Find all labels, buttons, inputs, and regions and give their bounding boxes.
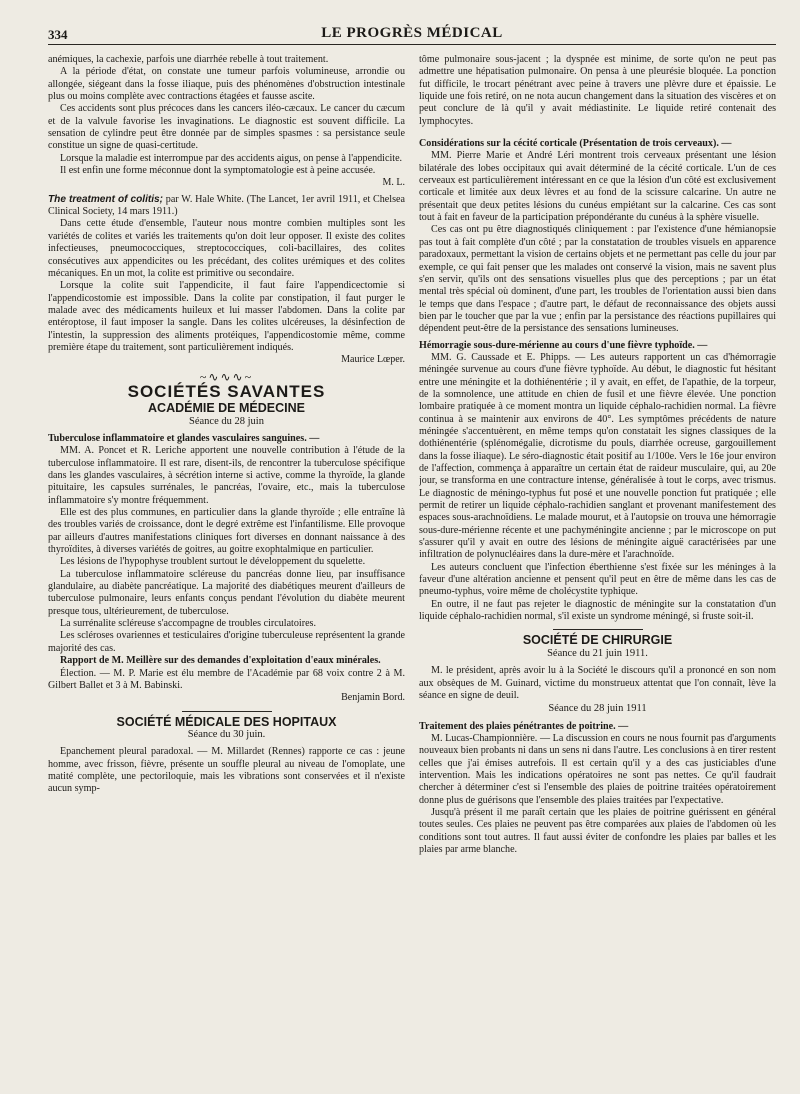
paragraph: Les lésions de l'hypophyse troublent surtout le développement du squelette. — [60, 556, 366, 568]
paragraph: Il est enfin une forme méconnue dont la symptomatologie est à peine accusée. — [60, 165, 376, 177]
entry-title: Considérations sur la cécité corticale (Présentation de trois cerveaux). — — [419, 138, 732, 150]
session-date: Séance du 28 juin 1911 — [548, 703, 647, 715]
paragraph: La tuberculose inflammatoire scléreuse du pancréas donne lieu, par insuffisance glandulaire, au diabète pancréatique. La majorité des diabétiques meurent d'ailleurs de tuberculose pulmonaire, leurs enfants conçus pendant l'évolution du diabète meurent presque tous, ultérieurement, de tuberculose. — [48, 568, 405, 617]
colitis-citation — [48, 194, 405, 219]
entry-title: Tuberculose inflammatoire et glandes vasculaires sanguines. — — [48, 432, 320, 444]
session-date: Séance du 28 juin — [189, 415, 264, 427]
paragraph: MM. G. Caussade et E. Phipps. — Les auteurs rapportent un cas d'hémorragie méningée survenue au cours d'une fièvre typhoïde. Au début, le diagnostic fut hésitant entre une méningite et la dothiénentérie ; il y avait, en effet, de l'apathie, de la torpeur, de la somnolence, une attitude en chien de fusil et une fièvre élevée. Une ponction lombaire pratiquée à ce moment montra un liquide céphalo-rachidien normal. La fièvre continua à se maintenir aux environs de 40°. Les symptômes précédents de nature méningée s'accentuèrent, en même temps qu'on constatait les signes classiques de la dothiénentérie (splénomégalie, dicrotisme du pouls, diarrhée ocreuse, gargouillement dans la fosse iliaque). Le séro-diagnostic était positif au 1/100e. Vers le 16e jour environ de l'affection, commença à apparaître un certain état de raideur musculaire, qui, au 20e jour, se transforma en une contracture intense, généralisée à tout le corps, avec trismus. Le diagnostic de méningo-typhus fut posé et une nouvelle ponction fut pratiquée ; elle permit de retirer un liquide céphalo-rachidien sanglant et provenant manifestement des espaces sous-arachnoïdiens. Le malade mourut, et à l'autopsie on trouva une hémorragie sous-dure-mérienne récente et une pachyméningite ancienne ; par le microscope on put s'assurer qu'il y avait en outre des lésions de méningite aiguë caractérisées par une infiltration de polynucléaires dans la dure-mère et l'arachnoïde. — [419, 351, 776, 561]
divider — [553, 629, 643, 630]
paragraph: anémiques, la cachexie, parfois une diarrhée rebelle à tout traitement. — [48, 54, 329, 65]
author-signature: Benjamin Bord. — [341, 692, 405, 704]
page-header — [48, 22, 776, 45]
paragraph: En outre, il ne faut pas rejeter le diagnostic de méningite sur la constatation d'un liquide céphalo-rachidien normal, s'il existe un syndrome méningé, si fruste soit-il. — [419, 598, 776, 623]
paragraph: tôme pulmonaire sous-jacent ; la dyspnée est minime, de sorte qu'on ne peut pas admettre une hépatisation pulmonaire. On pensa à une pleurésie bloquée. La ponction fut difficile, le trocart pénétrant avec peine à travers une plèvre dure et épaissie. Le liquide une fois retiré, on ne nota aucun changement dans la situation des viscères et on peut conclure de là qu'il y avait médiastinite. Le liquide retiré contenait des lymphocytes. — [419, 54, 776, 127]
author-signature: M. L. — [382, 177, 405, 189]
paragraph: M. le président, après avoir lu à la Société le discours qu'il a prononcé en son nom aux obsèques de M. Guinard, victime du monstrueux attentat que l'on connaît, lève la séance en signe de deuil. — [419, 665, 776, 701]
divider — [182, 711, 272, 712]
left-column — [48, 54, 405, 1094]
paragraph: M. Lucas-Championnière. — La discussion en cours ne nous fournit pas d'arguments nouveaux bien probants ni dans un sens ni dans l'autre. Les conclusions à en tirer restent celles que j'ai émises autrefois. Il est certain qu'il y a des cas justiciables d'une intervention. Mais les indications opératoires ne sont pas nettes. Ce qu'il faudrait chercher à déterminer c'est si l'ensemble des plaies de poitrine traitées opératoirement donne plus de guérisons que l'ensemble des plaies traitées par l'expectative. — [419, 732, 776, 806]
paragraph: Jusqu'à présent il me paraît certain que les plaies de poitrine guérissent en général toutes seules. Ces plaies ne peuvent pas être comparées aux plaies de l'abdomen où les conditions sont tout autres. Il faut aussi éviter de confondre les plaies par balles et les plaies par arme blanche. — [419, 806, 776, 855]
society-heading: ACADÉMIE DE MÉDECINE — [148, 401, 305, 416]
text-columns — [48, 54, 776, 1094]
article-source: par W. Hale White. (The Lancet, 1er avril 1911, et Chelsea Clinical Society, 14 mars 1911.) — [48, 193, 405, 218]
session-date: Séance du 30 juin. — [187, 728, 266, 740]
paragraph: Élection. — M. P. Marie est élu membre de l'Académie par 68 voix contre 2 à M. Gilbert Ballet et 3 à M. Babinski. — [48, 667, 405, 691]
article-title: The treatment of colitis; — [48, 193, 164, 205]
paragraph: Lorsque la maladie est interrompue par des accidents aigus, on pense à l'appendicite. — [60, 152, 403, 164]
session-date: Séance du 21 juin 1911. — [547, 647, 648, 659]
entry-title: Traitement des plaies pénétrantes de poitrine. — — [419, 720, 629, 732]
paragraph: Dans cette étude d'ensemble, l'auteur nous montre combien multiples sont les variétés de colites et variés les traitements qu'on doit leur opposer. Il existe des colites infectieuses, pneumococciques, streptococciques, coli-bacillaires, des colites consécutives aux appendicites ou les précédant, des colites urémiques et des colites mécaniques. En un mot, la colite est primitive ou secondaire. — [48, 218, 405, 279]
paragraph: A la période d'état, on constate une tumeur parfois volumineuse, arrondie ou allongée, siégeant dans la fosse iliaque, puis des phénomènes d'obstruction intestinale plus ou moins complète avec contractions étagées et fausse ascite. — [48, 66, 405, 103]
paragraph: Epanchement pleural paradoxal. — M. Millardet (Rennes) rapporte ce cas : jeune homme, avec frisson, fièvre, présente un souffle pleural au niveau de l'omoplate, une matité complète, une pectoriloquie, mais les vibrations sont conservées et il n'existe aucun symp- — [48, 746, 405, 795]
paragraph: Les auteurs concluent que l'infection éberthienne s'est fixée sur les méninges à la faveur d'une altération ancienne et pensent qu'il peut en être de même dans les cas de pneumo-typhus, voire même de cholécystite typhique. — [419, 561, 776, 598]
society-heading: SOCIÉTÉ DE CHIRURGIE — [522, 633, 673, 648]
right-column — [419, 54, 776, 1094]
entry-title: Rapport de M. Meillère sur des demandes d'exploitation d'eaux minérales. — [60, 655, 381, 667]
section-ornament: ~∿∿∿~ — [199, 369, 254, 384]
running-title: LE PROGRÈS MÉDICAL — [321, 25, 503, 41]
entry-title: Hémorragie sous-dure-mérienne au cours d'une fièvre typhoïde. — — [419, 339, 708, 351]
paragraph: Elle est des plus communes, en particulier dans la glande thyroïde ; elle entraîne là des troubles variés de croissance, dont le degré extrême est l'infantilisme. Elle provoque par ailleurs d'autres manifestations cliniques fort diverses en donnant naissance à des thyroïdites, à diverses variétés de goitres, au goitre exophtalmique en particulier. — [48, 507, 405, 556]
paragraph: Ces cas ont pu être diagnostiqués cliniquement : par l'existence d'une hémianopsie pas tout à fait complète d'un côté ; par la constatation de troubles visuels en apparence paradoxaux, permettant la vision de certains objets et ne permettant pas celle du jour par exemple, ce qui fait penser que les malades ont conservé la vision, mais ne savent plus s'en servir, qu'ils ont des sensations visuelles plus que des perceptions ; par un état mental très spécial où dominent, d'une part, les troubles de l'orientation aussi bien dans le temps que dans l'espace ; d'autre part, le défaut de reconnaissance des objets aussi bien par le toucher que par la vue ; enfin par la persistance des réactions pupillaires qui dépendent peut-être de la persistance des sensations lumineuses. — [419, 224, 776, 335]
paragraph: Ces accidents sont plus précoces dans les cancers iléo-cæcaux. Le cancer du cæcum et de la valvule favorise les invaginations. Le diagnostic est souvent difficile. La sensation de cylindre peut être donnée par de simples spasmes : sa persistance seule constitue un signe de quasi-certitude. — [48, 103, 405, 152]
author-signature: Maurice Lœper. — [341, 354, 405, 366]
paragraph: Lorsque la colite suit l'appendicite, il faut faire l'appendicectomie si l'appendicostomie est impossible. Dans la colite par constipation, il faut purger le malade avec des médicaments huileux et lui masser l'abdomen. Dans la colite par entéroptose, il faut imposer la sangle. Dans les colites ulcéreuses, la désinfection de l'intestin, la suppression des aliments protéiques, l'appendicostomie même, comme première étape du traitement, sont particulièrement indiqués. — [48, 280, 405, 353]
paragraph: Les scléroses ovariennes et testiculaires d'origine tuberculeuse représentent la grande majorité des cas. — [48, 630, 405, 654]
paragraph: MM. Pierre Marie et André Léri montrent trois cerveaux présentant une lésion bilatérale des lobes occipitaux qui avait déterminé de la cécité corticale. L'un de ces cerveaux est particulièrement intéressant en ce que la lésion d'un côté est exclusivement corticale et limitée aux deux lèvres et au fond de la scissure calcarine. Un autre ne présentait que deux petites lésions du cunéus empiétant sur la calcarine. Ces cas sont tout à fait en faveur de la participation prépondérante du cunéus à la sphère visuelle. — [419, 150, 776, 224]
paragraph: La surrénalite scléreuse s'accompagne de troubles circulatoires. — [60, 618, 317, 630]
page-number: 334 — [48, 27, 68, 42]
paragraph: MM. A. Poncet et R. Leriche apportent une nouvelle contribution à l'étude de la tuberculose inflammatoire. Il est rare, disent-ils, de rencontrer la tuberculose spécifique dans les glandes vasculaires, à sécrétion interne si active, comme la thyroïde, la glande pituitaire, les capsules surrénales, le pancréas, l'ovaire, etc., mais la tuberculose inflammatoire s'y montre fréquemment. — [48, 445, 405, 506]
society-heading: SOCIÉTÉ MÉDICALE DES HOPITAUX — [116, 714, 337, 729]
section-heading: SOCIÉTÉS SAVANTES — [127, 381, 326, 401]
